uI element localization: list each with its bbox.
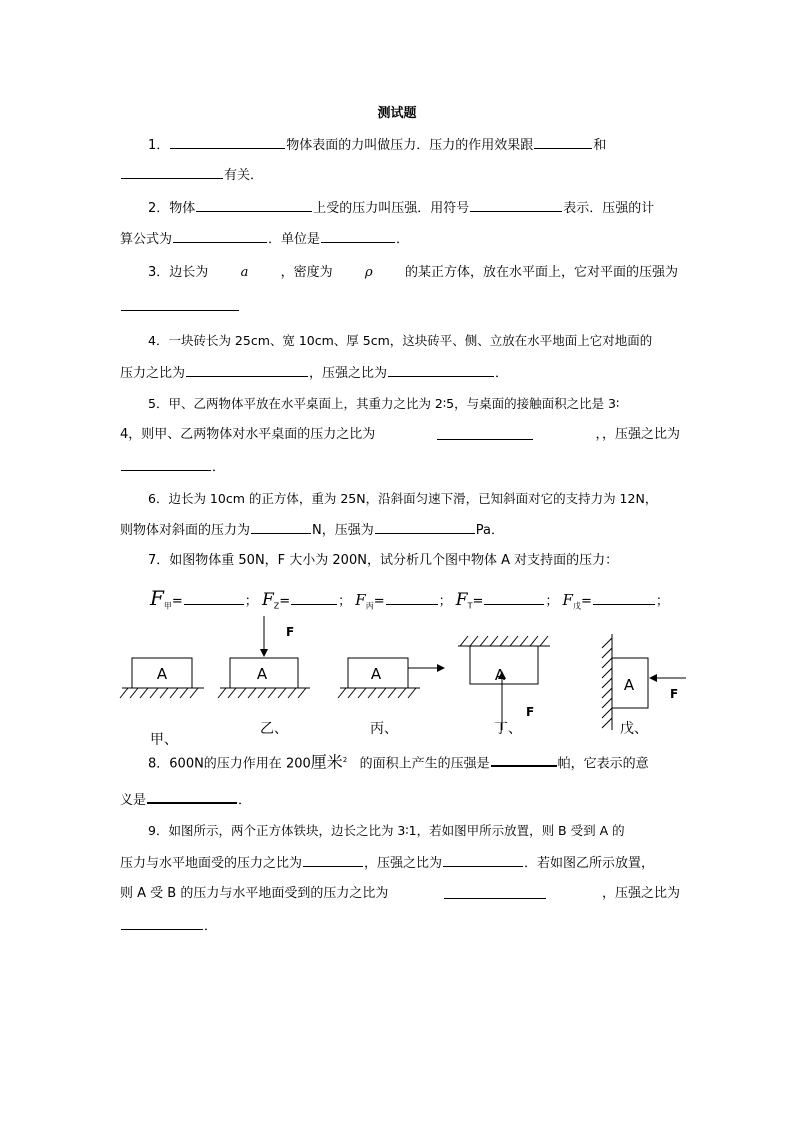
q7-blank-yi[interactable] — [291, 590, 337, 605]
force-label-ding: F — [526, 705, 535, 719]
question-5-line-3: ． — [120, 456, 680, 476]
force-label-yi: F — [286, 625, 295, 639]
question-6-line-1: 6．边长为 10cm 的正方体，重为 25N，沿斜面匀速下滑，已知斜面对它的支持力为 12N， — [148, 491, 658, 506]
q7-blank-jia[interactable] — [184, 590, 244, 605]
q3-blank-1[interactable] — [121, 296, 239, 311]
q9-blank-1[interactable] — [303, 852, 363, 867]
q5-blank-1[interactable] — [437, 425, 533, 440]
block-a-label-yi: A — [256, 665, 268, 683]
diagram-yi — [218, 616, 310, 698]
question-1-line-2: 有关． — [120, 164, 680, 184]
q1-blank-2[interactable] — [534, 134, 592, 149]
q9-blank-4[interactable] — [121, 915, 203, 930]
block-a-label-jia: A — [156, 665, 168, 683]
question-8-line-2: 义是 ． — [120, 788, 680, 808]
diagram-wu — [602, 634, 686, 730]
q6-blank-1[interactable] — [251, 519, 311, 534]
q4-blank-1[interactable] — [186, 362, 308, 377]
page-title: 测试题 — [377, 106, 417, 121]
question-3-line-2 — [120, 296, 680, 316]
q2-blank-3[interactable] — [173, 228, 267, 243]
question-9-line-3: 则 A 受 B 的压力与水平地面受到的压力之比为 ，压强之比为 — [120, 886, 680, 901]
question-8-line-1: 8．600N的压力作用在 200厘米$^2$ 的面积上产生的压强是 帕，它表示的意 — [148, 752, 649, 772]
q8-blank-1[interactable] — [491, 751, 557, 767]
block-a-label-ding: A — [494, 666, 506, 684]
q7-blank-ding[interactable] — [484, 590, 544, 605]
question-4-line-1: 4．一块砖长为 25cm、宽 10cm、厚 5cm，这块砖平、侧、立放在水平地面上它对地面的 — [148, 333, 653, 348]
force-diagrams — [0, 612, 794, 762]
diagram-ding — [458, 636, 550, 730]
question-3-line-1: 3．边长为 a ，密度为 ρ 的某正方体，放在水平面上，它对平面的压强为 — [148, 265, 678, 280]
question-9-line-2: 压力与水平地面受的压力之比为 ，压强之比为 ．若如图乙所示放置， — [120, 852, 680, 872]
q9-blank-3[interactable] — [444, 884, 546, 899]
q9-blank-2[interactable] — [443, 852, 523, 867]
q2-blank-4[interactable] — [321, 228, 395, 243]
question-4-line-2: 压力之比为 ，压强之比为 ． — [120, 362, 680, 382]
caption-yi: 乙、 — [260, 721, 288, 737]
q2-blank-2[interactable] — [470, 197, 562, 212]
q7-blank-wu[interactable] — [593, 590, 655, 605]
caption-bing: 丙、 — [370, 721, 398, 737]
question-5-line-1: 5．甲、乙两物体平放在水平桌面上，其重力之比为 2∶5，与桌面的接触面积之比是 3∶ — [148, 396, 620, 411]
q1-blank-3[interactable] — [121, 164, 223, 179]
question-5-line-2: 4，则甲、乙两物体对水平桌面的压力之比为 ，，压强之比为 — [120, 427, 680, 442]
q7-blank-bing[interactable] — [386, 590, 438, 605]
question-7-answers: $F_甲=$ ； $F_Z=$ ； $F_丙=$ ； $F_T=$ ； $F_戊=$ ； — [150, 586, 669, 611]
question-1-line-1: 1． 物体表面的力叫做压力．压力的作用效果跟 和 — [148, 134, 678, 154]
q4-blank-2[interactable] — [388, 362, 494, 377]
diagram-bing — [338, 658, 444, 698]
block-a-label-bing: A — [370, 665, 382, 683]
block-a-label-wu: A — [623, 676, 635, 694]
q8-blank-2[interactable] — [147, 788, 237, 804]
question-2-line-2: 算公式为 ．单位是 ． — [120, 228, 680, 248]
diagram-jia — [120, 658, 204, 698]
question-7-line-1: 7．如图物体重 50N，F 大小为 200N，试分析几个图中物体 A 对支持面的压力： — [148, 553, 619, 568]
question-6-line-2: 则物体对斜面的压力为 N，压强为 Pa． — [120, 519, 680, 539]
q2-blank-1[interactable] — [196, 197, 312, 212]
q6-blank-2[interactable] — [375, 519, 475, 534]
q1-blank-1[interactable] — [170, 134, 285, 149]
caption-wu: 戊、 — [620, 721, 648, 737]
force-label-wu: F — [670, 687, 679, 701]
caption-ding: 丁、 — [494, 721, 522, 737]
caption-jia: 甲、 — [150, 732, 178, 748]
q5-blank-2[interactable] — [121, 456, 211, 471]
question-9-line-4: ． — [120, 915, 680, 935]
question-9-line-1: 9．如图所示，两个正方体铁块，边长之比为 3∶1，若如图甲所示放置，则 B 受到 A 的 — [148, 823, 625, 838]
question-2-line-1: 2．物体 上受的压力叫压强．用符号 表示．压强的计 — [148, 197, 678, 217]
